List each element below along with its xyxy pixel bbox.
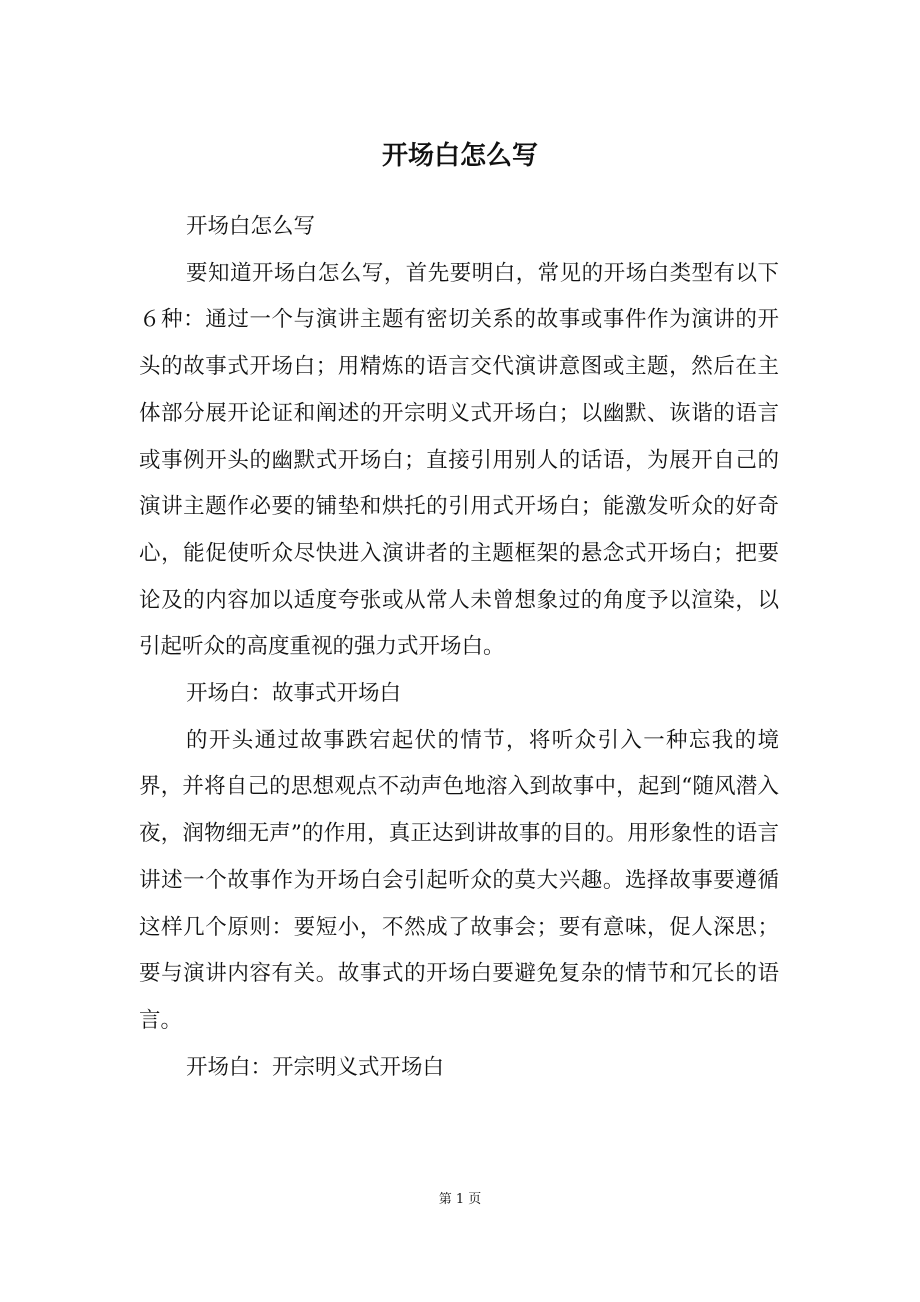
paragraph-subtitle: 开场白怎么写: [186, 214, 316, 239]
page-number: 第 1 页: [438, 1192, 482, 1207]
paragraph-story-body: 的开头通过故事跌宕起伏的情节，将听众引入一种忘我的境界，并将自己的思想观点不动声色地溶入到故事中，起到“随风潜入夜，润物细无声”的作用，真正达到讲故事的目的。用形象性的语言讲述一个故事作为开场白会引起听众的莫大兴趣。选择故事要遵循这样几个原则：要短小，不然成了故事会；要有意味，促人深思；要与演讲内容有关。故事式的开场白要避免复杂的情节和冗长的语言。: [139, 727, 779, 1033]
paragraph-intro: 要知道开场白怎么写，首先要明白，常见的开场白类型有以下６种：通过一个与演讲主题有密切关系的故事或事件作为演讲的开头的故事式开场白；用精炼的语言交代演讲意图或主题，然后在主体部分展开论证和阐述的开宗明义式开场白；以幽默、诙谐的语言或事例开头的幽默式开场白；直接引用别人的话语，为展开自己的演讲主题作必要的铺垫和烘托的引用式开场白；能激发听众的好奇心，能促使听众尽快进入演讲者的主题框架的悬念式开场白；把要论及的内容加以适度夸张或从常人未曾想象过的角度予以渲染，以引起听众的高度重视的强力式开场白。: [139, 260, 779, 660]
document-title: 开场白怎么写: [381, 141, 538, 171]
document-body: [139, 204, 779, 1091]
paragraph-heading-story: 开场白：故事式开场白: [186, 681, 402, 707]
paragraph-heading-direct: 开场白：开宗明义式开场白: [186, 1054, 445, 1080]
